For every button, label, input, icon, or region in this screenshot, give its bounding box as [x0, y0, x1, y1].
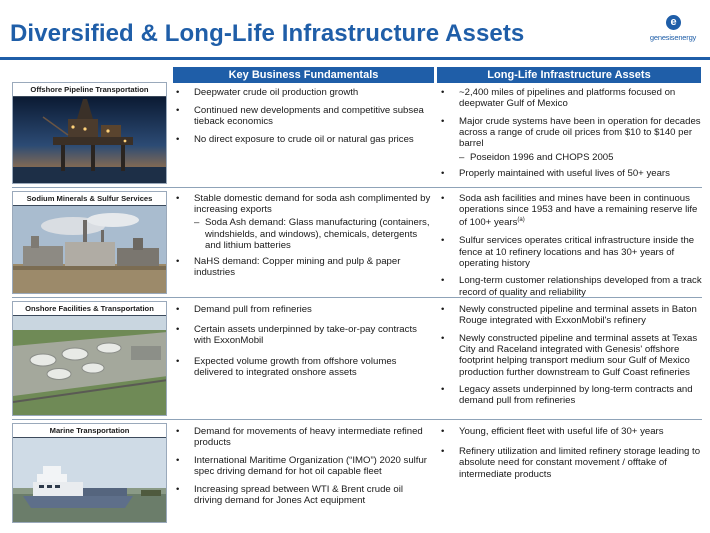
- row-separator: [12, 187, 702, 188]
- onshore-terminal-image: [13, 316, 167, 416]
- offshore-platform-image: [13, 97, 167, 184]
- bullet-item: • NaHS demand: Copper mining and pulp & paper industries: [175, 256, 431, 278]
- row-separator: [12, 419, 702, 420]
- genesis-energy-logo-icon: e: [666, 15, 681, 30]
- offshore-fundamentals: [175, 87, 431, 151]
- column-header-fundamentals: Key Business Fundamentals: [173, 67, 434, 83]
- bullet-item: • Increasing spread between WTI & Brent crude oil driving demand for Jones Act equipment: [175, 484, 431, 506]
- sodium-fundamentals: [175, 193, 431, 285]
- segment-label: Offshore Pipeline Transportation: [13, 83, 166, 97]
- offshore-assets: [440, 87, 702, 185]
- sodium-assets: [440, 193, 702, 304]
- bullet-item: • Young, efficient fleet with useful life of 30+ years: [440, 426, 702, 437]
- marine-fundamentals: [175, 426, 431, 513]
- bullet-item: • Demand pull from refineries: [175, 304, 431, 315]
- bullet-item: • Stable domestic demand for soda ash complimented by increasing exports: [175, 193, 431, 215]
- bullet-item: • Properly maintained with useful lives of 50+ years: [440, 168, 702, 179]
- bullet-item: • Newly constructed pipeline and terminal assets in Baton Rouge integrated with ExxonMobil's refinery: [440, 304, 702, 326]
- onshore-fundamentals: [175, 304, 431, 385]
- page-title: Diversified & Long-Life Infrastructure Assets: [10, 20, 525, 47]
- soda-plant-photo: [12, 191, 167, 294]
- marine-assets: [440, 426, 702, 486]
- title-rule: [0, 57, 710, 60]
- bullet-item: • Refinery utilization and limited refinery storage leading to absolute need for constant movement / offtake of intermediate products: [440, 446, 702, 480]
- footnote-mark: (a): [517, 217, 525, 224]
- onshore-photo: [12, 301, 167, 416]
- segment-label: Onshore Facilities & Transportation: [13, 302, 166, 316]
- bullet-item: • Continued new developments and competitive subsea tieback economics: [175, 105, 431, 127]
- segment-label: Sodium Minerals & Sulfur Services: [13, 192, 166, 206]
- bullet-item: • Certain assets underpinned by take-or-pay contracts with ExxonMobil: [175, 324, 431, 346]
- bullet-item: • Major crude systems have been in operation for decades across a range of crude oil prices from $10 to $140 per barrel: [440, 116, 702, 150]
- sub-bullet-item: – Soda Ash demand: Glass manufacturing (containers, windshields, and windows), chemicals, detergents and lithium batteries: [194, 217, 430, 251]
- sub-bullet-text: Soda Ash demand: Glass manufacturing (containers, windshields, and windows), chemicals, detergents and lithium batteries: [205, 217, 430, 251]
- bullet-item: • No direct exposure to crude oil or natural gas prices: [175, 134, 431, 145]
- segment-label: Marine Transportation: [13, 424, 166, 438]
- column-header-assets: Long-Life Infrastructure Assets: [437, 67, 701, 83]
- bullet-item: • ~2,400 miles of pipelines and platforms focused on deepwater Gulf of Mexico: [440, 87, 702, 109]
- logo-text: genesisenergy: [649, 33, 697, 42]
- marine-photo: [12, 423, 167, 523]
- offshore-photo: [12, 82, 167, 184]
- bullet-item: • Newly constructed pipeline and terminal assets at Texas City and Raceland integrated with Genesis' offshore footprint helping transport medium sour Gulf of Mexico production further downstream to Gulf Coast refineries: [440, 333, 702, 378]
- bullet-item: • Long-term customer relationships developed from a track record of quality and reliability: [440, 275, 702, 297]
- bullet-item: [440, 193, 702, 229]
- bullet-item: • Expected volume growth from offshore volumes delivered to integrated onshore assets: [175, 356, 431, 378]
- marine-vessel-image: [13, 438, 167, 523]
- bullet-item: • International Maritime Organization (“IMO”) 2020 sulfur spec driving demand for hot oil capable fleet: [175, 455, 431, 477]
- sub-bullet-text: Poseidon 1996 and CHOPS 2005: [470, 151, 614, 163]
- bullet-text: Soda ash facilities and mines have been in continuous operations since 1953 and have a remaining reserve life of 100+ years: [459, 193, 698, 229]
- onshore-assets: [440, 304, 702, 413]
- sub-bullet-item: – Poseidon 1996 and CHOPS 2005: [459, 151, 614, 163]
- genesis-energy-logo: [643, 15, 703, 47]
- soda-ash-plant-image: [13, 206, 167, 294]
- bullet-item: • Sulfur services operates critical infrastructure inside the fence at 10 refinery locations and has 30+ years of operating history: [440, 235, 702, 269]
- bullet-item: • Legacy assets underpinned by long-term contracts and demand pull from refineries: [440, 384, 702, 406]
- bullet-item: • Deepwater crude oil production growth: [175, 87, 431, 98]
- bullet-item: • Demand for movements of heavy intermediate refined products: [175, 426, 431, 448]
